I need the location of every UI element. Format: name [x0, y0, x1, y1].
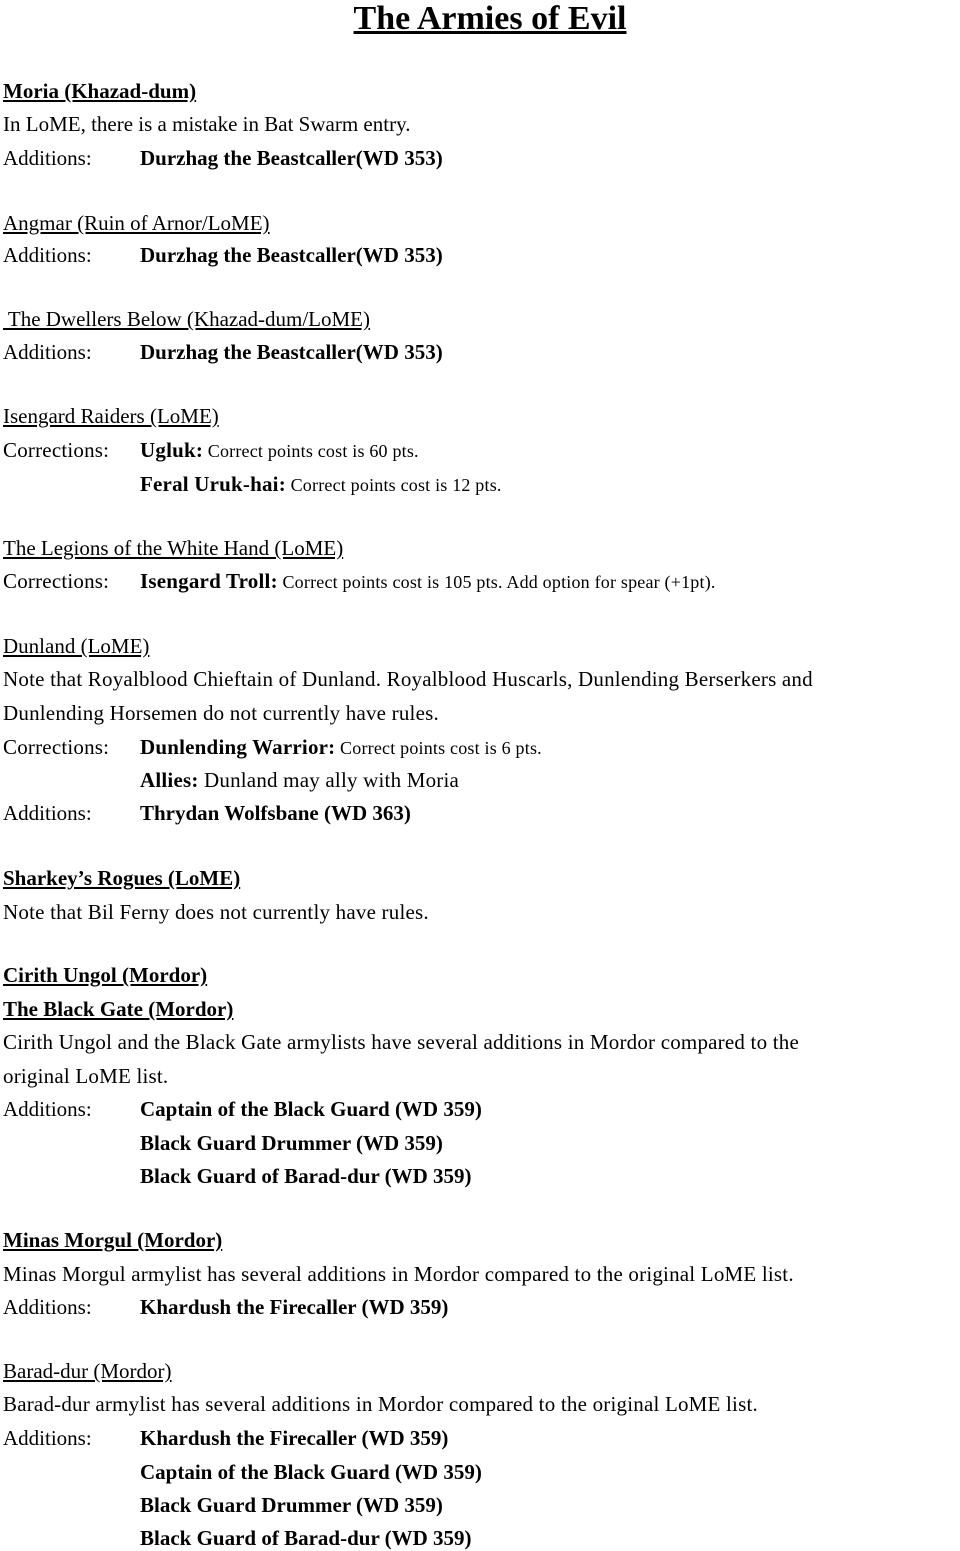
dunland-correction — [3, 734, 542, 761]
correction-text: Correct points cost is 12 pts. — [285, 475, 502, 495]
section-heading-barad-dur: Barad-dur (Mordor) — [3, 1359, 172, 1383]
addition-item: Thrydan Wolfsbane (WD 363) — [140, 801, 411, 825]
section-heading-angmar: Angmar (Ruin of Arnor/LoME) — [3, 211, 270, 235]
angmar-additions — [3, 242, 443, 268]
addition-item: Khardush the Firecaller (WD 359) — [140, 1426, 449, 1450]
addition-item: Black Guard Drummer (WD 359) — [140, 1493, 443, 1517]
correction-text: Dunland may ally with Moria — [198, 768, 460, 792]
addition-item: Durzhag the Beastcaller(WD 353) — [140, 340, 443, 364]
sharkey-note: Note that Bil Ferny does not currently have rules. — [3, 900, 429, 924]
page-title: The Armies of Evil — [353, 0, 627, 37]
corrections-label: Corrections: — [3, 438, 110, 462]
correction-text: Correct points cost is 6 pts. — [335, 738, 542, 758]
addition-item: Durzhag the Beastcaller(WD 353) — [140, 146, 443, 170]
additions-label: Additions: — [3, 1426, 92, 1450]
section-heading-moria: Moria (Khazad-dum) — [3, 79, 197, 103]
section-heading-black-gate: The Black Gate (Mordor) — [3, 997, 234, 1021]
dunland-allies — [140, 767, 459, 793]
correction-text: Correct points cost is 60 pts. — [203, 441, 419, 461]
addition-item: Black Guard of Barad-dur (WD 359) — [140, 1164, 472, 1188]
addition-item: Black Guard Drummer (WD 359) — [140, 1131, 443, 1155]
barad-dur-additions — [3, 1425, 448, 1451]
section-heading-isengard-raiders: Isengard Raiders (LoME) — [3, 404, 219, 428]
section-heading-dwellers-below: The Dwellers Below (Khazad-dum/LoME) — [3, 307, 371, 331]
section-heading-sharkeys-rogues: Sharkey’s Rogues (LoME) — [3, 866, 241, 890]
section-heading-white-hand: The Legions of the White Hand (LoME) — [3, 536, 344, 560]
additions-label: Additions: — [3, 243, 92, 267]
dunland-additions — [3, 800, 411, 826]
dwellers-additions — [3, 339, 443, 365]
correction-name: Isengard Troll: — [140, 569, 278, 593]
dunland-note-line-2: Dunlending Horsemen do not currently have rules. — [3, 701, 439, 725]
section-heading-dunland: Dunland (LoME) — [3, 634, 150, 658]
white-hand-correction — [3, 568, 716, 595]
addition-item: Khardush the Firecaller (WD 359) — [140, 1295, 449, 1319]
moria-additions — [3, 145, 443, 171]
correction-name: Ugluk: — [140, 438, 204, 462]
moria-note: In LoME, there is a mistake in Bat Swarm entry. — [3, 112, 411, 136]
minas-morgul-additions — [3, 1294, 448, 1320]
section-heading-cirith-ungol: Cirith Ungol (Mordor) — [3, 963, 208, 987]
additions-label: Additions: — [3, 801, 92, 825]
addition-item: Captain of the Black Guard (WD 359) — [140, 1460, 482, 1484]
dunland-note-line-1: Note that Royalblood Chieftain of Dunland. Royalblood Huscarls, Dunlending Berserkers and — [3, 667, 813, 691]
additions-label: Additions: — [3, 1097, 92, 1121]
barad-dur-note: Barad-dur armylist has several additions in Mordor compared to the original LoME list. — [3, 1392, 758, 1416]
isengard-raiders-correction — [3, 437, 419, 464]
minas-morgul-note: Minas Morgul armylist has several additions in Mordor compared to the original LoME list. — [3, 1262, 794, 1286]
section-heading-minas-morgul: Minas Morgul (Mordor) — [3, 1228, 223, 1252]
addition-item: Durzhag the Beastcaller(WD 353) — [140, 243, 443, 267]
corrections-label: Corrections: — [3, 735, 110, 759]
correction-name: Allies: — [140, 768, 199, 792]
addition-item: Black Guard of Barad-dur (WD 359) — [140, 1526, 472, 1550]
cirith-additions — [3, 1096, 482, 1122]
correction-name: Dunlending Warrior: — [140, 735, 336, 759]
cirith-note-line-1: Cirith Ungol and the Black Gate armylists have several additions in Mordor compared to the — [3, 1030, 799, 1054]
correction-name: Feral Uruk-hai: — [140, 472, 286, 496]
addition-item: Captain of the Black Guard (WD 359) — [140, 1097, 482, 1121]
additions-label: Additions: — [3, 146, 92, 170]
correction-text: Correct points cost is 105 pts. Add option for spear (+1pt). — [277, 572, 716, 592]
corrections-label: Corrections: — [3, 569, 110, 593]
cirith-note-line-2: original LoME list. — [3, 1064, 169, 1088]
additions-label: Additions: — [3, 1295, 92, 1319]
additions-label: Additions: — [3, 340, 92, 364]
isengard-raiders-correction — [140, 471, 502, 498]
